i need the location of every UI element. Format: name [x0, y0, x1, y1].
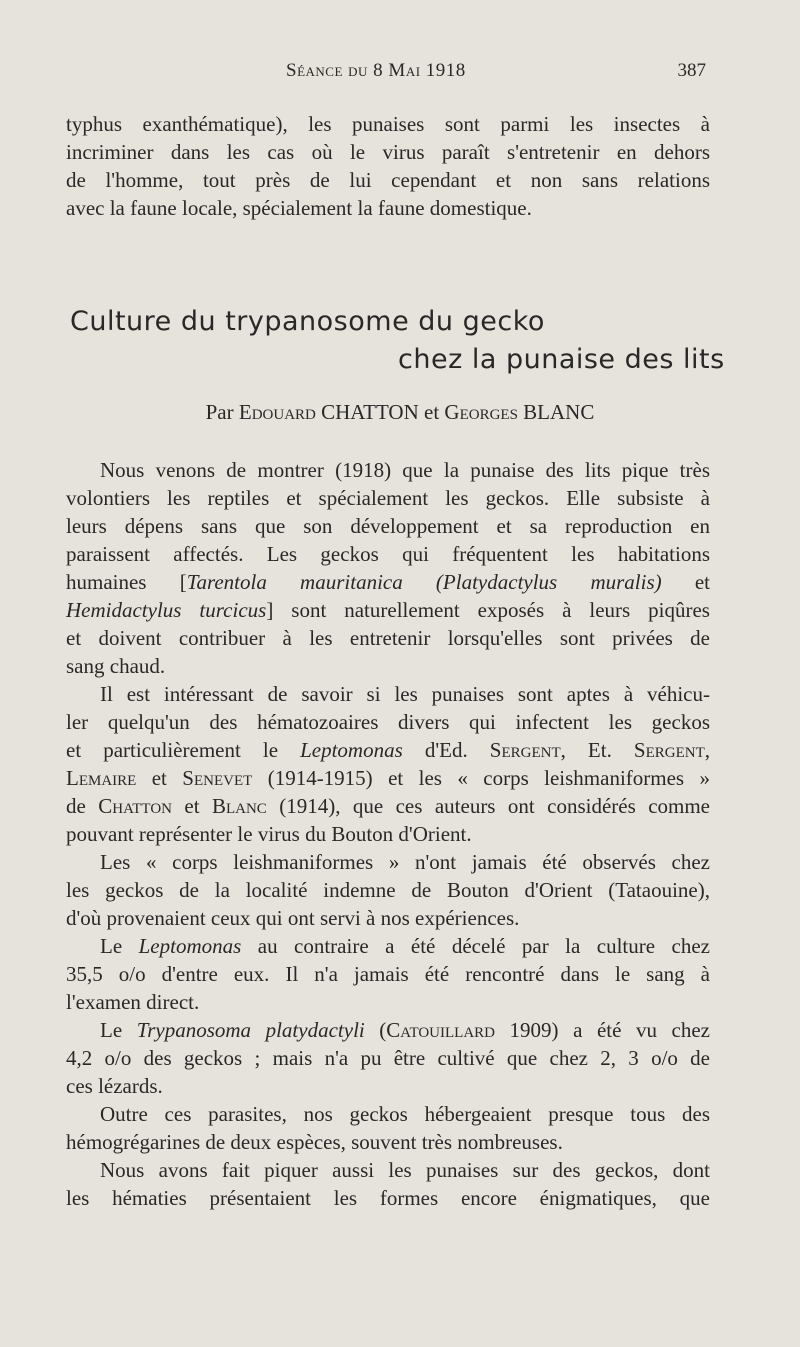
p1-line: paraissent affectés. Les geckos qui fréquentent les habitations: [66, 542, 710, 566]
p6-line: hémogrégarines de deux espèces, souvent très nombreuses.: [66, 1130, 563, 1154]
p7-line: Nous avons fait piquer aussi les punaises sur des geckos, dont: [100, 1158, 710, 1182]
author-1-first-name: Edouard: [238, 400, 316, 424]
byline: [0, 400, 800, 425]
species-name: Trypanosoma platydactyli: [136, 1018, 365, 1042]
p5-line: 4,2 o/o des geckos ; mais n'a pu être cultivé que chez 2, 3 o/o de: [66, 1046, 710, 1070]
author-name: Chatton: [98, 794, 172, 818]
p2-text: (1914), que ces auteurs ont considérés comme: [266, 794, 711, 818]
p6-line: Outre ces parasites, nos geckos hébergeaient presque tous des: [100, 1102, 710, 1126]
intro-line: typhus exanthématique), les punaises sont parmi les insectes à: [66, 112, 710, 136]
p2-text: (1914-1915) et les « corps leishmaniformes »: [252, 766, 711, 790]
p4-line: [100, 932, 710, 960]
p3-line: d'où provenaient ceux qui ont servi à nos expériences.: [66, 906, 520, 930]
p4-text: Le: [100, 934, 139, 958]
p1-line: volontiers les reptiles et spécialement les geckos. Elle subsiste à: [66, 486, 710, 510]
page-number: 387: [677, 60, 706, 81]
p1-line: leurs dépens sans que son développement et sa reproduction en: [66, 514, 710, 538]
p5-text: Le: [100, 1018, 137, 1042]
p5-line: [100, 1016, 710, 1044]
running-head: [0, 60, 800, 88]
species-name: Hemidactylus turcicus: [66, 598, 267, 622]
p2-text: et particulièrement le: [66, 738, 301, 762]
p7-line: les hématies présentaient les formes encore énigmatiques, que: [66, 1186, 710, 1210]
p2-line: pouvant représenter le virus du Bouton d'Orient.: [66, 822, 472, 846]
p1-text: humaines [: [66, 570, 187, 594]
article-title-line-1: Culture du trypanosome du gecko: [70, 306, 545, 337]
p2-line: Il est intéressant de savoir si les punaises sont aptes à véhicu-: [100, 682, 710, 706]
author-2-last-name: BLANC: [523, 400, 595, 424]
p1-line: [66, 568, 710, 596]
p1-line: Nous venons de montrer (1918) que la punaise des lits pique très: [100, 458, 710, 482]
p3-line: Les « corps leishmaniformes » n'ont jamais été observés chez: [100, 850, 710, 874]
p4-line: 35,5 o/o d'entre eux. Il n'a jamais été rencontré dans le sang à: [66, 962, 710, 986]
p2-line: [66, 792, 710, 820]
p5-line: ces lézards.: [66, 1074, 163, 1098]
author-name: Catouillard: [386, 1018, 496, 1042]
p2-text: d'Ed.: [402, 738, 490, 762]
p4-text: au contraire a été décelé par la culture chez: [241, 934, 710, 958]
author-name: Blanc: [211, 794, 267, 818]
p2-text: de: [66, 794, 99, 818]
author-name: Sergent: [633, 738, 705, 762]
p1-line: [66, 596, 710, 624]
p2-text: , Et.: [560, 738, 634, 762]
author-name: Sergent: [489, 738, 561, 762]
p4-line: l'examen direct.: [66, 990, 200, 1014]
article-title-line-2: chez la punaise des lits: [398, 344, 725, 375]
p1-text: et: [661, 570, 710, 594]
intro-line: de l'homme, tout près de lui cependant et non sans relations: [66, 168, 710, 192]
author-name: Senevet: [182, 766, 253, 790]
author-1-last-name: CHATTON: [321, 400, 419, 424]
p2-text: et: [171, 794, 212, 818]
p2-text: ,: [704, 738, 710, 762]
p5-text: 1909) a été vu chez: [495, 1018, 710, 1042]
byline-and: et: [418, 400, 445, 424]
author-2-first-name: Georges: [444, 400, 518, 424]
p2-text: et: [136, 766, 183, 790]
p1-text: ] sont naturellement exposés à leurs piqûres: [266, 598, 710, 622]
species-names: Tarentola mauritanica (Platydactylus muralis): [186, 570, 662, 594]
genus-name: Leptomonas: [138, 934, 242, 958]
p1-line: et doivent contribuer à les entretenir lorsqu'elles sont privées de: [66, 626, 710, 650]
author-name: Lemaire: [66, 766, 137, 790]
p2-line: [66, 764, 710, 792]
byline-prefix: Par: [205, 400, 239, 424]
p2-line: [66, 736, 710, 764]
genus-name: Leptomonas: [300, 738, 403, 762]
intro-line: avec la faune locale, spécialement la faune domestique.: [66, 196, 532, 220]
running-title: Séance du 8 Mai 1918: [286, 60, 466, 81]
intro-line: incriminer dans les cas où le virus paraît s'entretenir en dehors: [66, 140, 710, 164]
p3-line: les geckos de la localité indemne de Bouton d'Orient (Tataouine),: [66, 878, 710, 902]
p1-line: sang chaud.: [66, 654, 166, 678]
p5-text: (: [364, 1018, 387, 1042]
p2-line: ler quelqu'un des hématozoaires divers qui infectent les geckos: [66, 710, 710, 734]
